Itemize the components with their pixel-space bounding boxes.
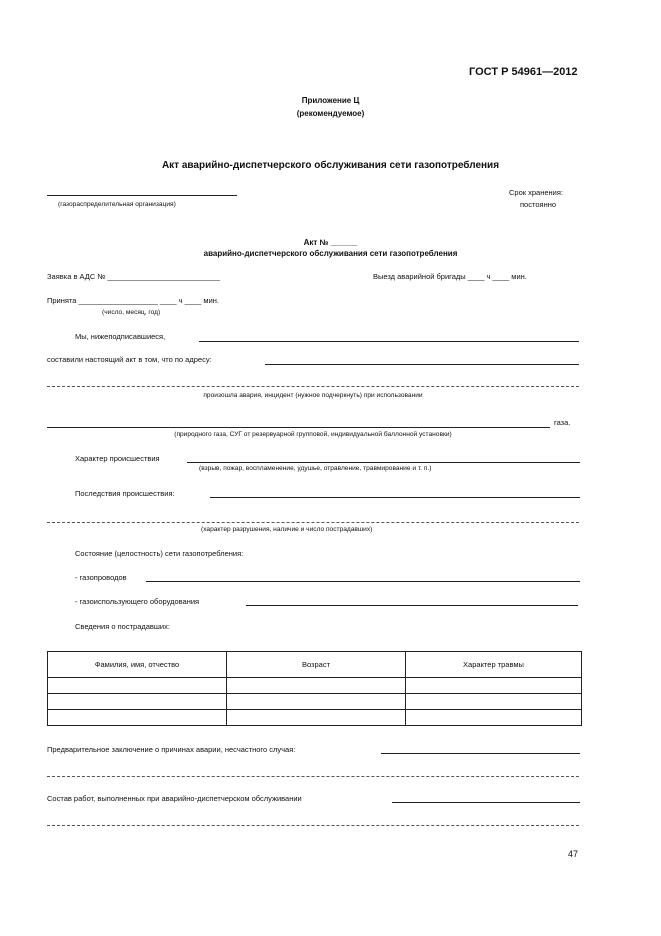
organization-line	[47, 195, 237, 196]
act-number: Акт № ______	[303, 238, 358, 247]
storage-value: постоянно	[520, 200, 557, 209]
table-row	[48, 678, 582, 694]
appendix-title: Приложение Ц	[301, 96, 360, 105]
table-row	[48, 710, 582, 726]
gas-caption: (природного газа, СУГ от резервуарной групповой, индивидуальной баллонной установки)	[174, 431, 452, 438]
organization-caption: (газораспределительная организация)	[58, 201, 176, 208]
consequences-line-2	[47, 522, 579, 523]
brigade-departure: Выезд аварийной бригады ____ ч ____ мин.	[373, 272, 527, 281]
address-label: составили настоящий акт в том, что по адресу:	[47, 355, 212, 364]
gas-suffix: газа.	[554, 418, 571, 427]
column-full-name: Фамилия, имя, отчество	[48, 652, 227, 678]
accident-caption: произошла авария, инцидент (нужное подчеркнуть) при использовании	[203, 392, 423, 399]
conclusion-label: Предварительное заключение о причинах аварии, несчастного случая:	[47, 745, 296, 754]
accepted-date: Принята ___________________ ____ ч ____ мин.	[47, 296, 219, 305]
act-title: аварийно-диспетчерского обслуживания сети газопотребления	[203, 249, 458, 258]
table-row	[48, 694, 582, 710]
signatories-label: Мы, нижеподписавшиеся,	[75, 332, 166, 341]
works-line	[392, 802, 580, 803]
signatories-line	[199, 341, 579, 342]
equipment-line	[246, 605, 578, 606]
request-number: Заявка в АДС № ___________________________	[47, 272, 221, 281]
equipment-label: - газоиспользующего оборудования	[75, 597, 200, 606]
pipelines-line	[146, 581, 580, 582]
nature-caption: (взрыв, пожар, воспламенение, удушье, отравление, травмирование и т. п.)	[199, 465, 432, 472]
nature-line	[187, 462, 580, 463]
consequences-line	[210, 497, 580, 498]
pipelines-label: - газопроводов	[75, 573, 127, 582]
standard-code: ГОСТ Р 54961—2012	[469, 66, 578, 78]
column-age: Возраст	[227, 652, 406, 678]
conclusion-line-2	[47, 776, 579, 777]
storage-label: Срок хранения:	[509, 188, 564, 197]
network-state-label: Состояние (целостность) сети газопотребления:	[75, 549, 244, 558]
appendix-subtitle: (рекомендуемое)	[296, 109, 365, 118]
page-number: 47	[568, 849, 579, 859]
nature-label: Характер происшествия	[75, 454, 160, 463]
consequences-caption: (характер разрушения, наличие и число пострадавших)	[201, 526, 373, 533]
gas-line	[47, 427, 550, 428]
consequences-label: Последствия происшествия:	[75, 489, 175, 498]
column-injury: Характер травмы	[406, 652, 582, 678]
address-line	[265, 364, 579, 365]
works-label: Состав работ, выполненных при аварийно-диспетчерском обслуживании	[47, 794, 302, 803]
document-title: Акт аварийно-диспетчерского обслуживания сети газопотребления	[161, 160, 500, 171]
accepted-caption: (число, месяц, год)	[102, 309, 161, 316]
victims-table-header	[48, 652, 582, 678]
victims-table	[47, 651, 582, 726]
works-line-2	[47, 825, 579, 826]
accident-line	[47, 386, 579, 387]
conclusion-line	[381, 753, 580, 754]
victims-label: Сведения о пострадавших:	[75, 622, 170, 631]
